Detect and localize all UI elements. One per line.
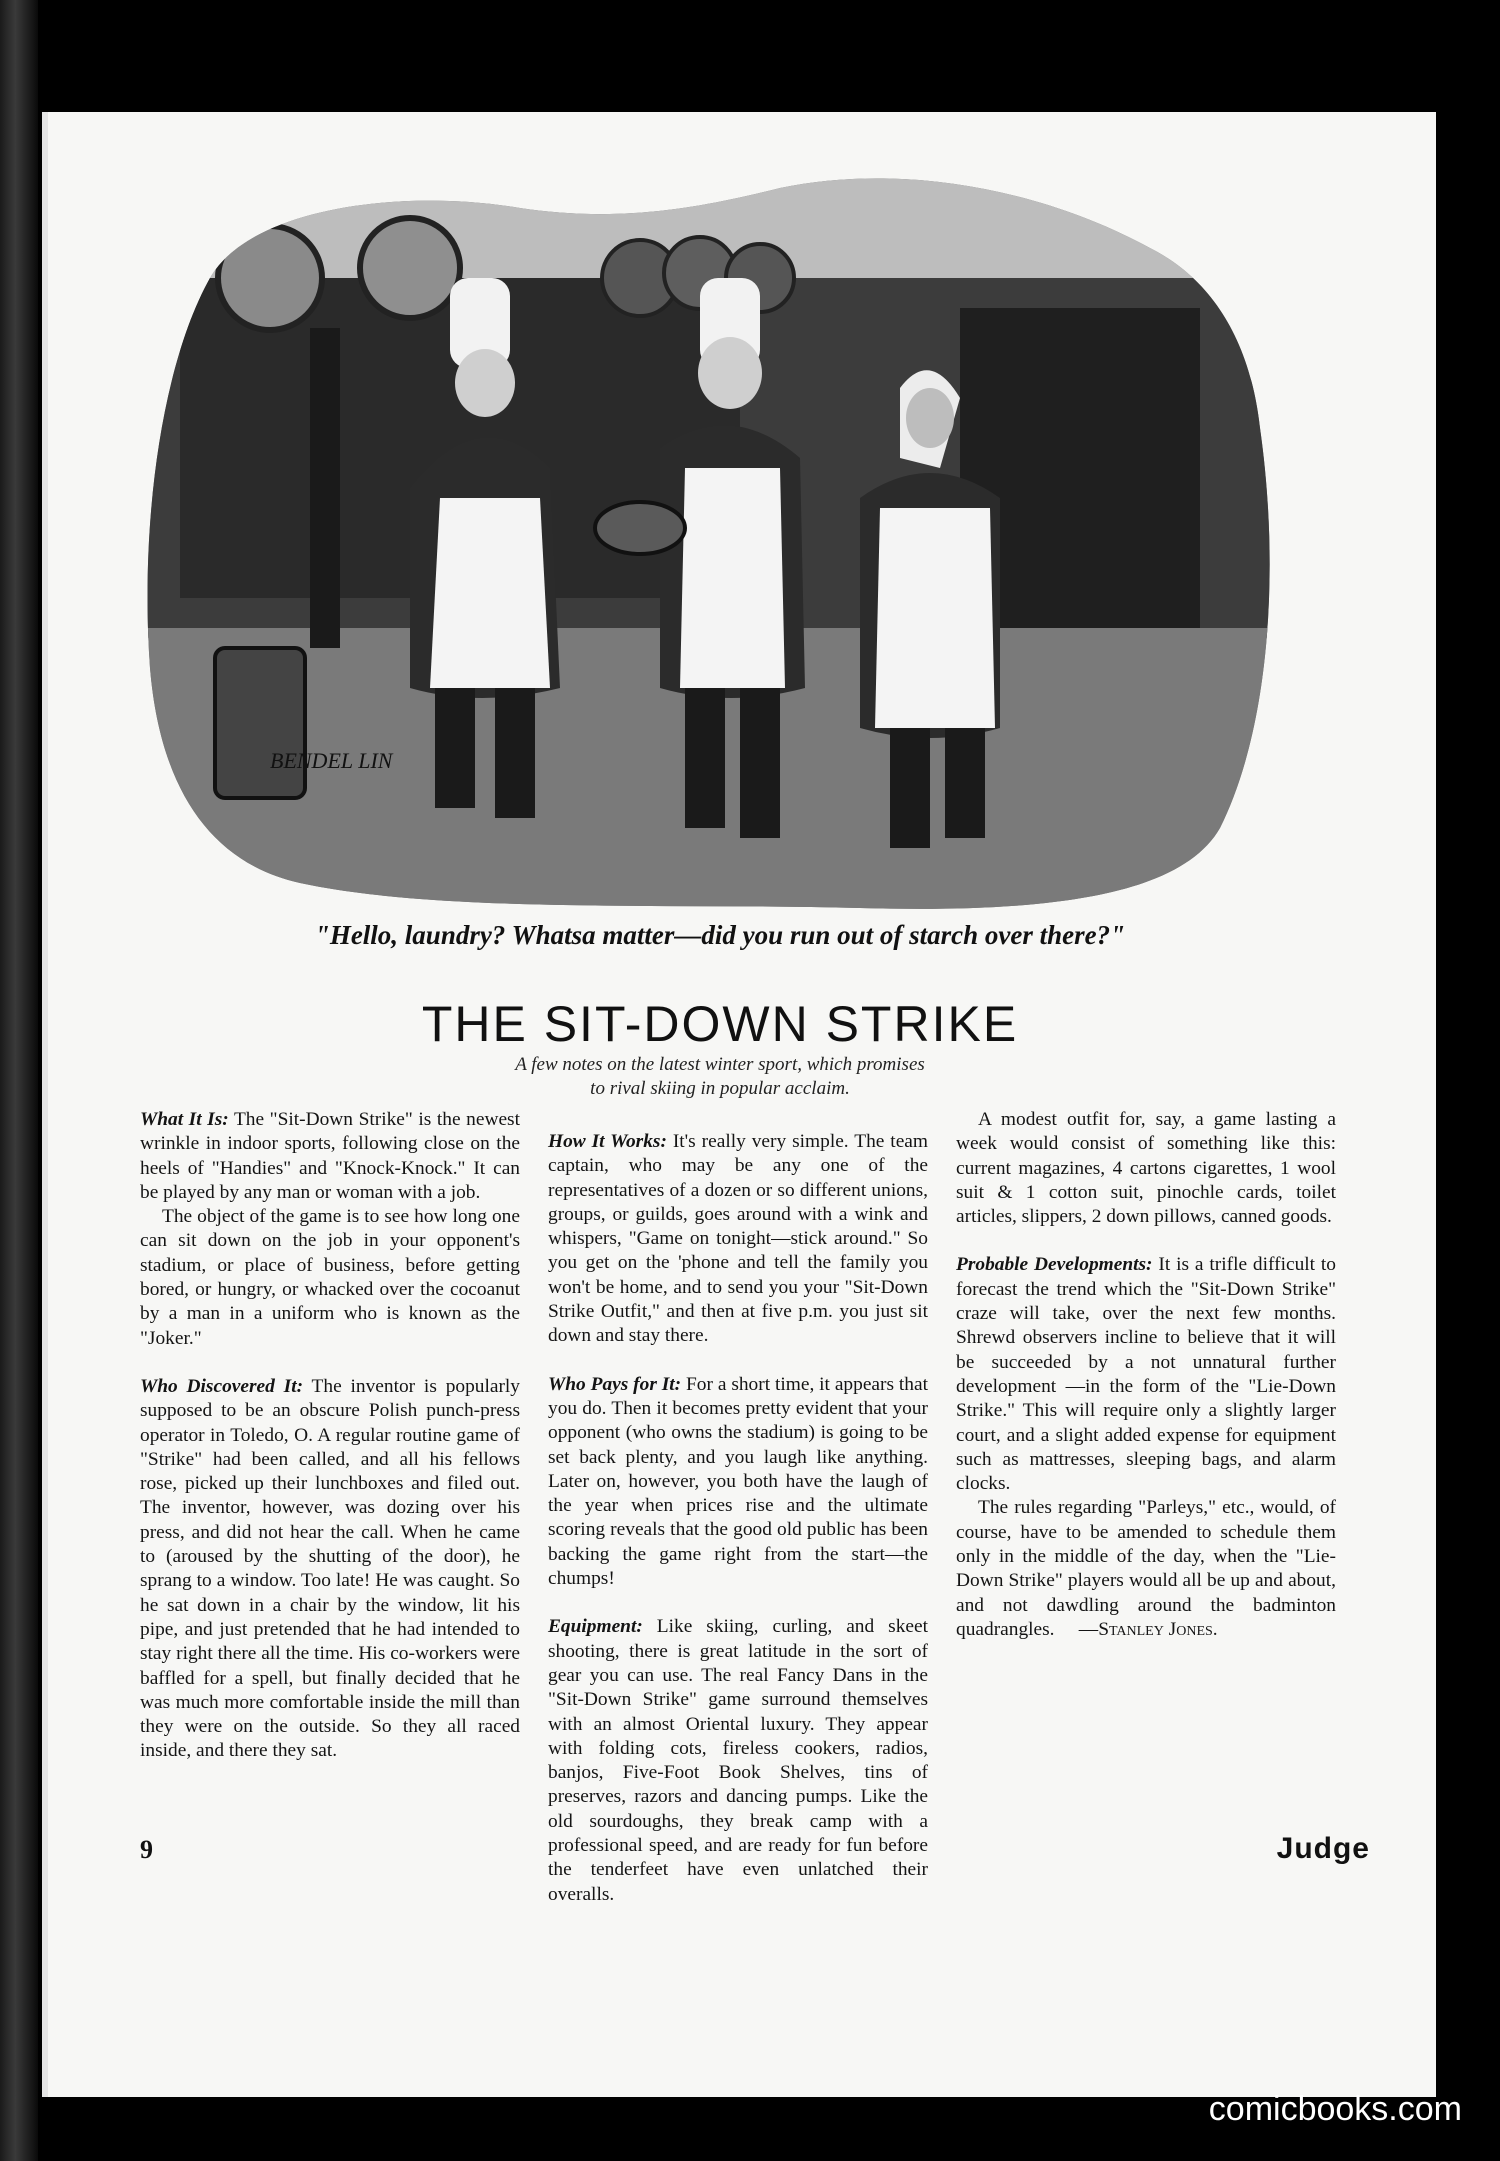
paragraph <box>140 1375 520 1764</box>
paragraph-text: The inventor is popularly supposed to be an obscure Polish punch-press operator in Toledo, O. A regular routine game of "Strike" had been called, and all his fellows rose, picked up their lunchboxes and filed out. The inventor, however, was dozing over his press, and did not hear the call. When he came to (aroused by the shutting of the door), he sprang to a window. Too late! He was caught. So he sat down in a chair by the window, lit his pipe, and just pretended that he had intended to stay right there all the time. His co-workers were baffled for a spell, but finally decided that he was much more comfortable inside the mill than they were on the outside. So they all raced inside, and there they sat. <box>140 1375 521 1762</box>
site-watermark: comicbooks.com <box>1208 2090 1462 2128</box>
section-lead: What It Is: <box>140 1109 229 1130</box>
paragraph-text: It's really very simple. The team captain, who may be any one of the representatives of a dozen or so different unions, groups, or guilds, goes around with a wink and whispers, "Game on tonight—stick around." So you get on the 'phone and tell the family you won't be home, and to send you your "Sit-Down Strike Outfit," and then at five p.m. you just sit down and stay there. <box>548 1131 928 1347</box>
subtitle-line-2: to rival skiing in popular acclaim. <box>590 1078 850 1099</box>
page-number: 9 <box>140 1835 153 1864</box>
paragraph <box>956 1496 1336 1642</box>
paragraph-text: The rules regarding "Parleys," etc., would, of course, have to be amended to schedule them only in the middle of the day, when the "Lie-Down Strike" players would all be up and about, and not dawdling around the badminton quadrangles. <box>956 1497 1336 1640</box>
paragraph-text: Like skiing, curling, and skeet shooting, there is great latitude in the sort of gear you can use. The real Fancy Dans in the "Sit-Down Strike" game surround themselves with an almost Oriental luxury. They appear with folding cots, fireless cookers, radios, banjos, Five-Foot Book Shelves, tins of preserves, razors and dancing pumps. Like the old sourdoughs, they break camp with a professional speed, and are ready for fun before the tenderfeet have even unlatched their overalls. <box>548 1616 928 1905</box>
subtitle-line-1: A few notes on the latest winter sport, which promises <box>515 1054 925 1075</box>
scan-border <box>0 0 38 2161</box>
section-lead: Who Discovered It: <box>140 1375 304 1397</box>
paragraph: The object of the game is to see how long one can sit down on the job in your opponent's stadium, or place of business, before getting bored, or hungry, or whacked over the cocoanut by a man in a uniform who is known as the "Joker." <box>140 1206 520 1349</box>
section-lead: Probable Developments: <box>956 1254 1153 1276</box>
article-column-3 <box>956 1108 1336 1642</box>
cartoon-caption: "Hello, laundry? Whatsa matter—did you run out of starch over there?" <box>314 920 1126 950</box>
section-lead: Equipment: <box>548 1616 643 1638</box>
section-lead: Who Pays for It: <box>548 1373 682 1395</box>
artist-signature: BENDEL LIN <box>270 748 393 773</box>
article-title: THE SIT-DOWN STRIKE <box>421 996 1019 1052</box>
author-signature: —Stanley Jones. <box>1078 1618 1218 1640</box>
article-column-1 <box>140 1108 520 1764</box>
paragraph <box>548 1373 928 1592</box>
section-lead: How It Works: <box>548 1131 667 1152</box>
paragraph: A modest outfit for, say, a game lasting a week would consist of something like this: current magazines, 4 cartons cigarettes, 1 wool suit & 1 cotton suit, pinochle cards, toilet articles, slippers, 2 down pillows, canned goods. <box>956 1109 1336 1228</box>
paragraph <box>140 1108 520 1205</box>
paragraph-text: For a short time, it appears that you do. Then it becomes pretty evident that your opponent (who owns the stadium) is going to be set back plenty, and you laugh like anything. Later on, however, you both have the laugh of the year when prices rise and the ultimate scoring reveals that the good old public has been backing the game right from the start—the chumps! <box>548 1373 928 1590</box>
paragraph <box>956 1253 1336 1496</box>
magazine-name: Judge <box>1276 1832 1370 1865</box>
article-column-2 <box>548 1130 928 1907</box>
paragraph-text: It is a trifle difficult to forecast the trend which the "Sit-Down Strike" craze will take, over the next few months. Shrewd observers incline to believe that it will be succeeded by a not unnatural further development —in the form of the "Lie-Down Strike." This will require only a slightly larger court, and a slight added expense for equipment such as mattresses, sleeping bags, and alarm clocks. <box>956 1254 1336 1495</box>
paragraph <box>548 1615 928 1907</box>
paragraph-text: The "Sit-Down Strike" is the newest wrinkle in indoor sports, following close on the heels of "Handies" and "Knock-Knock." It can be played by any man or woman with a job. <box>140 1109 520 1203</box>
article-subtitle <box>400 1053 1040 1101</box>
cartoon-illustration <box>140 168 1300 918</box>
paragraph <box>548 1130 928 1349</box>
